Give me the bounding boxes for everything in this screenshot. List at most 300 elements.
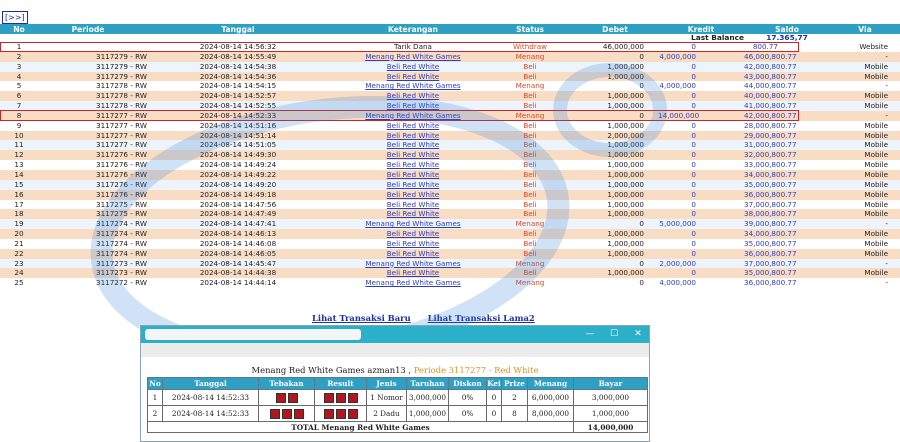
cell-keterangan bbox=[338, 91, 488, 101]
cell-kredit: 0 bbox=[658, 121, 744, 131]
cell-tanggal: 2024-08-14 14:49:18 bbox=[138, 190, 338, 200]
keterangan-link[interactable]: Beli Red White bbox=[386, 130, 440, 140]
address-bar[interactable] bbox=[145, 329, 361, 340]
cell-keterangan bbox=[338, 121, 488, 131]
keterangan-link[interactable]: Beli Red White bbox=[386, 209, 440, 219]
cell-no: 3 bbox=[0, 62, 38, 72]
red-box-icon bbox=[288, 393, 298, 403]
cell-periode: 3117276 - RW bbox=[38, 160, 138, 170]
win-cell-tebakan bbox=[259, 390, 315, 406]
cell-periode: 3117277 - RW bbox=[38, 121, 138, 131]
col-debet: Debet bbox=[572, 24, 658, 34]
cell-kredit: 2,000,000 bbox=[658, 259, 744, 269]
cell-debet: 1,000,000 bbox=[572, 72, 658, 82]
cell-keterangan bbox=[338, 278, 488, 288]
keterangan-link[interactable]: Beli Red White bbox=[386, 169, 440, 179]
cell-tanggal: 2024-08-14 14:49:24 bbox=[138, 160, 338, 170]
table-row bbox=[0, 278, 900, 288]
cell-debet: 0 bbox=[572, 81, 658, 91]
cell-tanggal: 2024-08-14 14:54:15 bbox=[138, 81, 338, 91]
transaction-table bbox=[0, 24, 900, 288]
cell-kredit: 0 bbox=[658, 190, 744, 200]
cell-keterangan bbox=[338, 180, 488, 190]
cell-via: Mobile bbox=[830, 131, 900, 141]
cell-kredit: 0 bbox=[658, 131, 744, 141]
cell-saldo: 39,000,800.77 bbox=[744, 219, 830, 229]
win-total-row bbox=[148, 422, 648, 433]
cell-status: Beli bbox=[488, 190, 572, 200]
keterangan-link[interactable]: Beli Red White bbox=[386, 189, 440, 199]
win-cell-tanggal: 2024-08-14 14:52:33 bbox=[163, 406, 259, 422]
cell-periode: 3117276 - RW bbox=[38, 190, 138, 200]
cell-no: 25 bbox=[0, 278, 38, 288]
cell-via: Mobile bbox=[830, 62, 900, 72]
win-header-row bbox=[148, 378, 648, 390]
table-row bbox=[0, 81, 900, 91]
keterangan-link[interactable]: Beli Red White bbox=[386, 229, 440, 239]
win-cell-kei: 0 bbox=[487, 390, 502, 406]
keterangan-link[interactable]: Beli Red White bbox=[386, 248, 440, 258]
cell-via: Mobile bbox=[830, 160, 900, 170]
cell-debet: 1,000,000 bbox=[572, 209, 658, 219]
cell-no: 8 bbox=[0, 111, 38, 121]
cell-status: Beli bbox=[488, 268, 572, 278]
cell-debet: 1,000,000 bbox=[572, 170, 658, 180]
cell-kredit: 0 bbox=[658, 62, 744, 72]
cell-kredit: 0 bbox=[658, 229, 744, 239]
win-detail-window bbox=[140, 325, 650, 442]
cell-tanggal: 2024-08-14 14:51:05 bbox=[138, 140, 338, 150]
cell-kredit: 0 bbox=[658, 101, 744, 111]
cell-status: Beli bbox=[488, 72, 572, 82]
cell-debet: 1,000,000 bbox=[572, 160, 658, 170]
cell-status: Beli bbox=[488, 62, 572, 72]
cell-kredit: 0 bbox=[658, 91, 744, 101]
cell-no: 16 bbox=[0, 190, 38, 200]
cell-keterangan bbox=[338, 81, 488, 91]
win-col-jenis: Jenis bbox=[367, 378, 407, 390]
cell-kredit: 0 bbox=[658, 140, 744, 150]
win-cell-no: 1 bbox=[148, 390, 163, 406]
cell-periode: 3117276 - RW bbox=[38, 180, 138, 190]
close-icon[interactable]: ✕ bbox=[634, 329, 642, 339]
cell-status: Menang bbox=[488, 111, 572, 121]
cell-kredit: 0 bbox=[658, 160, 744, 170]
cell-keterangan bbox=[338, 249, 488, 259]
cell-debet: 0 bbox=[572, 52, 658, 62]
cell-keterangan bbox=[338, 239, 488, 249]
cell-status: Beli bbox=[488, 121, 572, 131]
cell-debet: 0 bbox=[572, 219, 658, 229]
cell-no: 17 bbox=[0, 200, 38, 210]
cell-no: 15 bbox=[0, 180, 38, 190]
cell-debet: 1,000,000 bbox=[572, 268, 658, 278]
win-col-bayar: Bayar bbox=[574, 378, 648, 390]
cell-debet: 46,000,000 bbox=[572, 42, 658, 52]
cell-kredit: 14,000,000 bbox=[658, 111, 744, 121]
cell-tanggal: 2024-08-14 14:49:30 bbox=[138, 150, 338, 160]
table-header-row bbox=[0, 24, 900, 34]
red-box-icon bbox=[294, 409, 304, 419]
cell-via: Mobile bbox=[830, 101, 900, 111]
win-cell-prize: 8 bbox=[502, 406, 528, 422]
cell-no: 14 bbox=[0, 170, 38, 180]
cell-saldo: 36,000,800.77 bbox=[744, 190, 830, 200]
win-cell-menang: 8,000,000 bbox=[528, 406, 574, 422]
cell-kredit: 0 bbox=[658, 150, 744, 160]
col-tanggal: Tanggal bbox=[138, 24, 338, 34]
cell-periode: 3117279 - RW bbox=[38, 52, 138, 62]
cell-status: Menang bbox=[488, 52, 572, 62]
cell-no: 20 bbox=[0, 229, 38, 239]
cell-status: Beli bbox=[488, 209, 572, 219]
cell-tanggal: 2024-08-14 14:47:41 bbox=[138, 219, 338, 229]
col-via: Via bbox=[830, 24, 900, 34]
win-detail-table bbox=[147, 377, 648, 433]
cell-tanggal: 2024-08-14 14:52:55 bbox=[138, 101, 338, 111]
cell-debet: 1,000,000 bbox=[572, 190, 658, 200]
win-cell-no: 2 bbox=[148, 406, 163, 422]
cell-via: Mobile bbox=[830, 209, 900, 219]
keterangan-link[interactable]: Menang Red White Games bbox=[365, 110, 461, 120]
cell-saldo: 46,000,800.77 bbox=[744, 52, 830, 62]
cell-keterangan bbox=[338, 268, 488, 278]
keterangan-link[interactable]: Beli Red White bbox=[386, 150, 440, 160]
cell-keterangan bbox=[338, 150, 488, 160]
cell-via: Mobile bbox=[830, 190, 900, 200]
cell-no: 6 bbox=[0, 91, 38, 101]
cell-periode: 3117274 - RW bbox=[38, 229, 138, 239]
cell-no: 1 bbox=[0, 42, 38, 52]
cell-keterangan bbox=[338, 111, 488, 121]
cell-saldo: 31,000,800.77 bbox=[744, 140, 830, 150]
keterangan-link[interactable]: Beli Red White bbox=[386, 268, 440, 278]
cell-saldo: 28,000,800.77 bbox=[744, 121, 830, 131]
col-keterangan: Keterangan bbox=[338, 24, 488, 34]
cell-status: Beli bbox=[488, 239, 572, 249]
previous-page-link[interactable]: [>>] bbox=[2, 11, 28, 24]
cell-periode: 3117278 - RW bbox=[38, 91, 138, 101]
cell-via: Mobile bbox=[830, 170, 900, 180]
keterangan-link[interactable]: Beli Red White bbox=[386, 91, 440, 101]
cell-status: Menang bbox=[488, 81, 572, 91]
cell-keterangan bbox=[338, 190, 488, 200]
cell-kredit: 0 bbox=[658, 170, 744, 180]
minimize-icon[interactable]: — bbox=[585, 329, 595, 339]
table-row bbox=[0, 101, 900, 111]
keterangan-link[interactable]: Beli Red White bbox=[386, 71, 440, 81]
cell-kredit: 4,000,000 bbox=[658, 278, 744, 288]
cell-via: Mobile bbox=[830, 150, 900, 160]
cell-debet: 1,000,000 bbox=[572, 239, 658, 249]
cell-kredit: 4,000,000 bbox=[658, 81, 744, 91]
win-title-main: Menang Red White Games azman13 , bbox=[251, 365, 412, 375]
window-titlebar[interactable] bbox=[141, 326, 649, 343]
col-status: Status bbox=[488, 24, 572, 34]
cell-saldo: 34,000,800.77 bbox=[744, 229, 830, 239]
cell-keterangan bbox=[338, 209, 488, 219]
table-row bbox=[0, 170, 900, 180]
cell-kredit: 0 bbox=[658, 268, 744, 278]
win-cell-bayar: 1,000,000 bbox=[574, 406, 648, 422]
table-row bbox=[0, 190, 900, 200]
cell-kredit: 0 bbox=[658, 239, 744, 249]
keterangan-link[interactable]: Beli Red White bbox=[386, 238, 440, 248]
cell-via: - bbox=[830, 219, 900, 229]
cell-no: 24 bbox=[0, 268, 38, 278]
cell-keterangan bbox=[338, 140, 488, 150]
cell-no: 22 bbox=[0, 249, 38, 259]
red-box-icon bbox=[276, 393, 286, 403]
cell-no: 18 bbox=[0, 209, 38, 219]
old-transactions-link[interactable]: Lihat Transaksi Lama2 bbox=[427, 313, 535, 323]
cell-periode: 3117275 - RW bbox=[38, 200, 138, 210]
table-row bbox=[0, 72, 900, 82]
win-cell-bayar: 3,000,000 bbox=[574, 390, 648, 406]
cell-via: - bbox=[830, 81, 900, 91]
red-box-icon bbox=[348, 409, 358, 419]
cell-periode: 3117278 - RW bbox=[38, 101, 138, 111]
cell-via: Mobile bbox=[830, 249, 900, 259]
cell-via: Mobile bbox=[830, 229, 900, 239]
last-balance-label: Last Balance bbox=[0, 34, 744, 42]
win-col-result: Result bbox=[315, 378, 367, 390]
table-row bbox=[0, 239, 900, 249]
cell-debet: 1,000,000 bbox=[572, 150, 658, 160]
keterangan-link[interactable]: Menang Red White Games bbox=[365, 258, 461, 268]
table-row bbox=[0, 268, 900, 278]
table-row bbox=[0, 91, 900, 101]
cell-saldo: 37,000,800.77 bbox=[744, 200, 830, 210]
table-row bbox=[0, 249, 900, 259]
cell-via: Website bbox=[830, 42, 900, 52]
cell-via: Mobile bbox=[830, 91, 900, 101]
cell-periode: 3117273 - RW bbox=[38, 259, 138, 269]
cell-debet: 1,000,000 bbox=[572, 91, 658, 101]
cell-keterangan bbox=[338, 101, 488, 111]
cell-tanggal: 2024-08-14 14:45:47 bbox=[138, 259, 338, 269]
table-row bbox=[0, 180, 900, 190]
cell-periode: 3117274 - RW bbox=[38, 239, 138, 249]
win-cell-tanggal: 2024-08-14 14:52:33 bbox=[163, 390, 259, 406]
cell-saldo: 35,000,800.77 bbox=[744, 268, 830, 278]
win-col-menang: Menang bbox=[528, 378, 574, 390]
win-total-label: TOTAL Menang Red White Games bbox=[148, 422, 574, 433]
cell-via: Mobile bbox=[830, 268, 900, 278]
col-kredit: Kredit bbox=[658, 24, 744, 34]
bottom-links bbox=[312, 313, 549, 323]
cell-kredit: 4,000,000 bbox=[658, 52, 744, 62]
cell-via: - bbox=[830, 111, 900, 121]
cell-keterangan bbox=[338, 52, 488, 62]
cell-periode: 3117272 - RW bbox=[38, 278, 138, 288]
win-col-diskon: Diskon bbox=[449, 378, 487, 390]
cell-via: - bbox=[830, 52, 900, 62]
keterangan-link[interactable]: Menang Red White Games bbox=[365, 219, 461, 229]
cell-tanggal: 2024-08-14 14:52:57 bbox=[138, 91, 338, 101]
win-cell-jenis: 2 Dadu bbox=[367, 406, 407, 422]
cell-periode: 3117276 - RW bbox=[38, 170, 138, 180]
cell-no: 2 bbox=[0, 52, 38, 62]
cell-status: Beli bbox=[488, 249, 572, 259]
table-row bbox=[0, 209, 900, 219]
cell-debet: 1,000,000 bbox=[572, 249, 658, 259]
table-row bbox=[0, 259, 900, 269]
red-box-icon bbox=[336, 393, 346, 403]
last-balance-value: 17.365,77 bbox=[744, 34, 830, 42]
cell-tanggal: 2024-08-14 14:55:49 bbox=[138, 52, 338, 62]
cell-tanggal: 2024-08-14 14:51:16 bbox=[138, 121, 338, 131]
win-cell-diskon: 0% bbox=[449, 390, 487, 406]
cell-tanggal: 2024-08-14 14:44:14 bbox=[138, 278, 338, 288]
table-row bbox=[0, 52, 900, 62]
red-box-icon bbox=[282, 409, 292, 419]
red-box-icon bbox=[270, 409, 280, 419]
cell-tanggal: 2024-08-14 14:47:49 bbox=[138, 209, 338, 219]
cell-no: 10 bbox=[0, 131, 38, 141]
win-cell-taruhan: 1,000,000 bbox=[407, 406, 449, 422]
win-cell-result bbox=[315, 406, 367, 422]
win-col-tebakan: Tebakan bbox=[259, 378, 315, 390]
cell-via: Mobile bbox=[830, 239, 900, 249]
cell-kredit: 0 bbox=[658, 249, 744, 259]
cell-periode bbox=[38, 42, 138, 52]
red-box-icon bbox=[348, 393, 358, 403]
cell-keterangan: Tarik Dana bbox=[338, 42, 488, 52]
cell-saldo: 34,000,800.77 bbox=[744, 170, 830, 180]
cell-saldo: 36,000,800.77 bbox=[744, 278, 830, 288]
cell-debet: 1,000,000 bbox=[572, 62, 658, 72]
table-row bbox=[0, 111, 900, 121]
cell-kredit: 5,000,000 bbox=[658, 219, 744, 229]
cell-no: 23 bbox=[0, 259, 38, 269]
cell-status: Beli bbox=[488, 91, 572, 101]
keterangan-link[interactable]: Beli Red White bbox=[386, 179, 440, 189]
col-no: No bbox=[0, 24, 38, 34]
cell-via: - bbox=[830, 278, 900, 288]
keterangan-link[interactable]: Beli Red White bbox=[386, 120, 440, 130]
cell-debet: 1,000,000 bbox=[572, 101, 658, 111]
cell-status: Beli bbox=[488, 131, 572, 141]
cell-tanggal: 2024-08-14 14:54:38 bbox=[138, 62, 338, 72]
cell-periode: 3117276 - RW bbox=[38, 150, 138, 160]
cell-no: 7 bbox=[0, 101, 38, 111]
keterangan-link[interactable]: Beli Red White bbox=[386, 140, 440, 150]
maximize-icon[interactable]: ☐ bbox=[609, 329, 619, 339]
keterangan-link[interactable]: Menang Red White Games bbox=[365, 81, 461, 91]
table-row bbox=[0, 121, 900, 131]
cell-debet: 0 bbox=[572, 111, 658, 121]
win-cell-diskon: 0% bbox=[449, 406, 487, 422]
cell-via: Mobile bbox=[830, 200, 900, 210]
cell-debet: 1,000,000 bbox=[572, 180, 658, 190]
keterangan-link[interactable]: Menang Red White Games bbox=[365, 278, 461, 288]
cell-status: Beli bbox=[488, 180, 572, 190]
cell-keterangan bbox=[338, 219, 488, 229]
cell-keterangan bbox=[338, 62, 488, 72]
cell-kredit: 0 bbox=[658, 72, 744, 82]
cell-no: 4 bbox=[0, 72, 38, 82]
cell-tanggal: 2024-08-14 14:44:38 bbox=[138, 268, 338, 278]
table-row bbox=[0, 229, 900, 239]
table-row bbox=[0, 160, 900, 170]
table-row bbox=[0, 200, 900, 210]
cell-via: Mobile bbox=[830, 180, 900, 190]
cell-no: 19 bbox=[0, 219, 38, 229]
cell-saldo: 41,000,800.77 bbox=[744, 101, 830, 111]
cell-periode: 3117277 - RW bbox=[38, 111, 138, 121]
cell-no: 5 bbox=[0, 81, 38, 91]
red-box-icon bbox=[336, 409, 346, 419]
cell-tanggal: 2024-08-14 14:51:14 bbox=[138, 131, 338, 141]
keterangan-link[interactable]: Beli Red White bbox=[386, 61, 440, 71]
cell-periode: 3117273 - RW bbox=[38, 268, 138, 278]
cell-tanggal: 2024-08-14 14:54:36 bbox=[138, 72, 338, 82]
cell-status: Menang bbox=[488, 219, 572, 229]
win-col-taruhan: Taruhan bbox=[407, 378, 449, 390]
cell-keterangan bbox=[338, 72, 488, 82]
table-row bbox=[0, 131, 900, 141]
cell-saldo: 37,000,800.77 bbox=[744, 259, 830, 269]
win-cell-menang: 6,000,000 bbox=[528, 390, 574, 406]
cell-status: Beli bbox=[488, 229, 572, 239]
table-row bbox=[0, 62, 900, 72]
cell-tanggal: 2024-08-14 14:46:13 bbox=[138, 229, 338, 239]
table-row bbox=[0, 140, 900, 150]
cell-status: Menang bbox=[488, 278, 572, 288]
cell-periode: 3117277 - RW bbox=[38, 140, 138, 150]
win-row bbox=[148, 406, 648, 422]
cell-periode: 3117278 - RW bbox=[38, 81, 138, 91]
cell-keterangan bbox=[338, 160, 488, 170]
table-row bbox=[0, 150, 900, 160]
cell-via: Mobile bbox=[830, 72, 900, 82]
cell-saldo: 42,000,800.77 bbox=[744, 111, 830, 121]
cell-periode: 3117277 - RW bbox=[38, 131, 138, 141]
cell-keterangan bbox=[338, 170, 488, 180]
new-transactions-link[interactable]: Lihat Transaksi Baru bbox=[312, 313, 411, 323]
keterangan-link[interactable]: Beli Red White bbox=[386, 199, 440, 209]
cell-tanggal: 2024-08-14 14:52:33 bbox=[138, 111, 338, 121]
cell-keterangan bbox=[338, 200, 488, 210]
win-cell-prize: 2 bbox=[502, 390, 528, 406]
cell-saldo: 40,000,800.77 bbox=[744, 91, 830, 101]
win-title bbox=[141, 365, 649, 375]
table-row bbox=[0, 42, 900, 52]
win-cell-result bbox=[315, 390, 367, 406]
cell-status: Withdraw bbox=[488, 42, 572, 52]
cell-periode: 3117274 - RW bbox=[38, 219, 138, 229]
win-cell-jenis: 1 Nomor bbox=[367, 390, 407, 406]
win-col-kei: Kei bbox=[487, 379, 501, 388]
win-total-value: 14,000,000 bbox=[574, 422, 648, 433]
cell-saldo: 29,000,800.77 bbox=[744, 131, 830, 141]
keterangan-link[interactable]: Menang Red White Games bbox=[365, 51, 461, 61]
win-cell-kei: 0 bbox=[487, 406, 502, 422]
cell-status: Beli bbox=[488, 200, 572, 210]
keterangan-link[interactable]: Beli Red White bbox=[386, 160, 440, 170]
cell-periode: 3117279 - RW bbox=[38, 62, 138, 72]
cell-status: Beli bbox=[488, 150, 572, 160]
cell-no: 9 bbox=[0, 121, 38, 131]
cell-status: Beli bbox=[488, 160, 572, 170]
cell-saldo: 33,000,800.77 bbox=[744, 160, 830, 170]
keterangan-link[interactable]: Beli Red White bbox=[386, 101, 440, 111]
cell-tanggal: 2024-08-14 14:46:08 bbox=[138, 239, 338, 249]
cell-via: Mobile bbox=[830, 121, 900, 131]
red-box-icon bbox=[324, 393, 334, 403]
cell-saldo: 44,000,800.77 bbox=[744, 81, 830, 91]
